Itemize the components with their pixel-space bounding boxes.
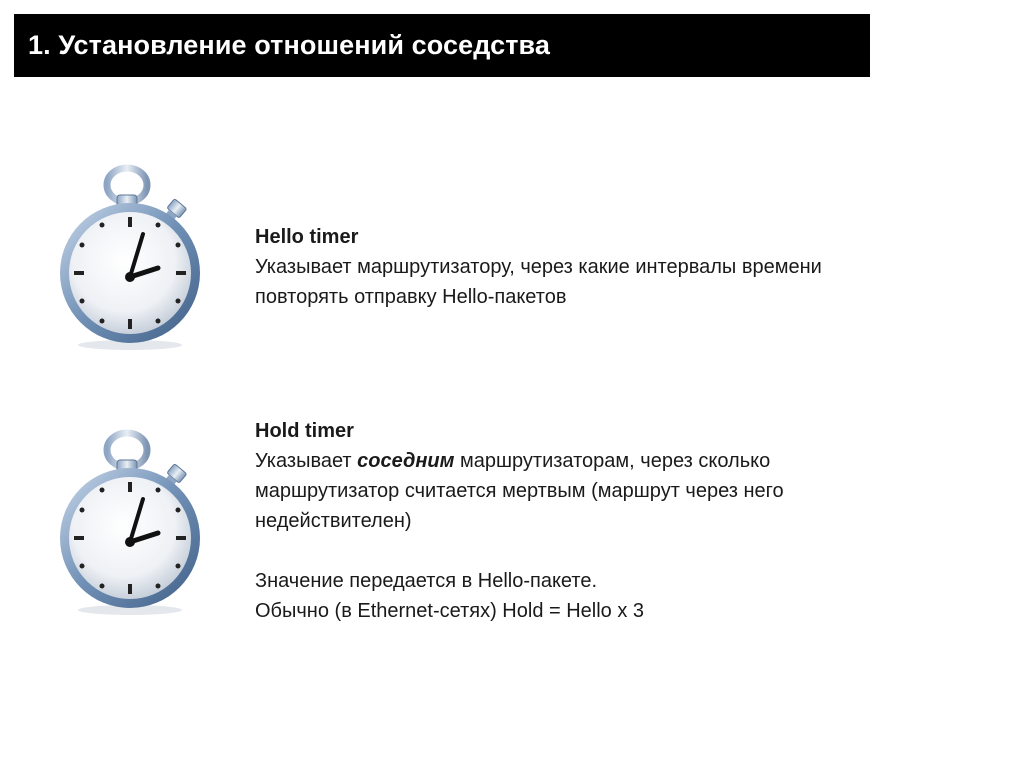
hello-timer-desc-line2: повторять отправку Hello-пакетов xyxy=(255,286,567,308)
hold-timer-section xyxy=(255,416,975,626)
hold-timer-desc-line1 xyxy=(255,446,975,476)
stopwatch-icon xyxy=(55,428,205,618)
hello-timer-section xyxy=(255,222,975,312)
spacer xyxy=(255,536,975,566)
page-title: 1. Установление отношений соседства xyxy=(28,30,550,60)
hold-timer-desc-post: маршрутизаторам, через сколько xyxy=(454,450,771,472)
hello-timer-heading: Hello timer xyxy=(255,226,359,248)
hold-timer-desc-line2: маршрутизатор считается мертвым (маршрут через него xyxy=(255,480,784,502)
hold-timer-emphasis: соседним xyxy=(357,450,455,472)
hold-timer-desc-pre: Указывает xyxy=(255,450,358,472)
hello-timer-desc-line1: Указывает маршрутизатору, через какие интервалы времени xyxy=(255,256,822,278)
hold-timer-note1: Значение передается в Hello-пакете. xyxy=(255,570,598,592)
hold-timer-desc-line3: недействителен) xyxy=(255,510,412,532)
title-bar xyxy=(14,14,870,77)
stopwatch-icon xyxy=(55,163,205,353)
hold-timer-note2: Обычно (в Ethernet-сетях) Hold = Hello x 3 xyxy=(255,600,645,622)
hold-timer-heading: Hold timer xyxy=(255,420,354,442)
